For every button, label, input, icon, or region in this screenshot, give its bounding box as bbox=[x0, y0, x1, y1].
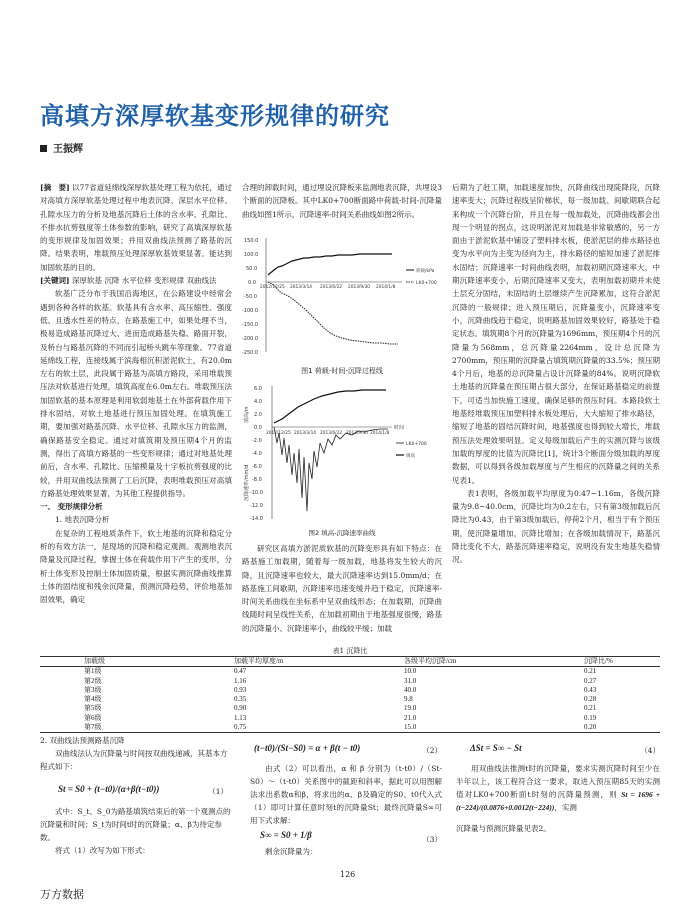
fig2-xtick: 2012/12/25 bbox=[266, 431, 291, 436]
table-cell: 1.13 bbox=[234, 713, 247, 722]
fig2-rate-series bbox=[274, 427, 388, 511]
equation-3-number: （3） bbox=[422, 835, 442, 844]
section-1-heading: 一、 变形规律分析 bbox=[40, 502, 103, 512]
table-cell: 0.90 bbox=[234, 704, 247, 713]
table-header-cell: 加载平均厚度/m bbox=[234, 657, 404, 667]
footer-logo: 万方数据 bbox=[40, 888, 84, 901]
table-cell: 0.21 bbox=[584, 667, 597, 676]
equation-5: St = 1696 + (t−224)/(0.0876+0.0012(t−224)) bbox=[456, 790, 660, 812]
fig1-xtick: 2012/12/25 bbox=[260, 285, 285, 290]
fig2-ytick: -10.0 bbox=[250, 490, 263, 496]
table-header-cell: 各级平均沉降/cm bbox=[404, 657, 584, 667]
fig1-ytick: 0.0 bbox=[248, 280, 256, 286]
fig2-xtick: 2013/6/22 bbox=[320, 431, 343, 436]
equation-2-block bbox=[250, 740, 442, 762]
fig1-xtick: 2013/6/22 bbox=[320, 285, 343, 290]
keywords-label: [关键词] bbox=[40, 276, 70, 286]
fig1-legend-settlement: LK0+700 bbox=[416, 281, 437, 286]
fig1-xtick: 2014/1/8 bbox=[376, 285, 396, 290]
section-2-intro: 双曲线法认为沉降量与时间按双曲线递减，其基本方程式如下： bbox=[40, 749, 228, 771]
fig1-load-series bbox=[268, 254, 392, 275]
fig1-xtick: 2013/9/30 bbox=[348, 285, 371, 290]
fig1-ytick: -200.0 bbox=[242, 336, 259, 342]
table-cell: 0.20 bbox=[584, 723, 660, 733]
fig1-ytick: 150.0 bbox=[244, 238, 259, 244]
table-cell: 10.0 bbox=[404, 667, 417, 676]
table-row bbox=[40, 714, 660, 723]
table-cell: 第6级 bbox=[84, 713, 102, 722]
fig2-ytick: -6.0 bbox=[252, 464, 262, 470]
equation-1-number: （1） bbox=[208, 787, 228, 796]
table-cell: 0.75 bbox=[234, 723, 404, 733]
figure-1-chart bbox=[242, 230, 444, 380]
table-1 bbox=[40, 656, 660, 733]
fig1-legend-load: 荷载/kPa bbox=[416, 269, 435, 274]
col3-paragraph-1: 后期为了赶工期，加载速度加快，沉降曲线出现陡降段，沉降速率变大；沉降过程线呈阶梯状，每一级加载、间歇期联合起来构成一个沉降台阶，并且在每一级加载处，沉降曲线都会出现一个明显的拐点，这说明淤泥对加载是非常敏感的，另一方面由于淤泥软基中铺设了塑料排水板，使淤泥层的排水路径也变为水平向为主变为径向为主，排水路径的缩短加速了淤泥排水固结；沉降速率一时间曲线表明，加载初期沉降速率大，中期沉降速率变小，后期沉降速率又变大，表明加载初期并未使土层充分固结，未固结的土层继续产生沉降累加，这符合淤泥沉降的一般规律；进入预压期后，沉降量变小，沉降速率变小，沉降曲线趋于稳定，说明路基加固效果较好，路基处于稳定状态。填筑期8个月的沉降量为1696mm，预压期4个月的沉降量为568mm，总沉降量2264mm，设计总沉降为2700mm，预压期的沉降量占填筑期沉降量的33.5%；预压期4个月后，地基的总沉降量占设计沉降量的84%。说明沉降软土地基的沉降量在预压期占很大部分，在保证路基稳定的前提下，可适当加快施工速度，确保足够的预压时间。本路段软土地基经堆载预压加塑料排水板处理后，大大缩短了排水路径，缩短了地基的固结沉降时间，地基强度也得到较大增长，堆载预压法处理效果明显。定义每级加载后产生的实测沉降与该级加载的厚度的比值为沉降比[1]，统计3个断面分级加载的厚度数据，可以得到各级加载厚度与产生相应的沉降量之间的关系见表1。 bbox=[452, 183, 660, 485]
fig2-fill-height-series bbox=[274, 390, 386, 423]
section-1-paragraph: 在复杂的工程地质条件下，软土地基的沉降和稳定分析的有效方法一，是现场的沉降和稳定观测。观测地表沉降量及沉降过程，掌握土体在荷载作用下产生的变形，分析土体变形及控制土体加固质量，根据实测沉降曲线推算土体的固结度和残余沉降量，预测沉降趋势，评价地基加固效果，确定 bbox=[40, 528, 232, 605]
prediction-text: 用双曲线法推测t时的沉降量，要求实测沉降时间至少在半年以上，该工程符合这一要求，取进入预压期85天的实测值对LK0+700断面t时刻的沉降量预测，则 bbox=[456, 764, 660, 799]
section-2-table2-ref: 沉降量与预测沉降量见表2。 bbox=[456, 824, 551, 833]
keywords bbox=[40, 274, 232, 287]
equation-3-block bbox=[250, 827, 442, 845]
table-row bbox=[40, 723, 660, 733]
fig1-ytick: -150.0 bbox=[242, 322, 259, 328]
fig2-xtick: 2014/1/8 bbox=[370, 431, 390, 436]
intro-paragraph: 软基广泛分布于我国沿海地区，在公路建设中经常会遇到各种各样的软基。软基具有含水率、高压缩性、强度低、且透水性差的特点，在路基施工中，如果处理不当，极易造成路基沉降过大、进而造成路基失稳、路面开裂，及桥台与路基沉降的不同而引起桥头跳车等现象。77省道延绵线工程，连接线属于滨海相沉积淤泥软土，有20.0m左右的软土层，此段属于路基为高填方路段，采用堆载预压法对软基进行处理，填筑高度在6.0m左右。堆载预压法加固软基的基本原理是利用软弱地基土在外部荷载作用下排水固结，对软土地基进行预压加固处理。在填筑施工期，要加强对路基沉降、水平位移、孔隙水压力的监测，确保路基安全稳定。通过对填筑期及预压期4个月的监测，得出了高填方路基的一些变形规律；通过对地基处理前后，含水率、孔隙比、压缩模量及十字板抗剪强度的比较，并用双曲线法预测了工后沉降，表明堆载预压对高填方路基处理效果显著，为其他工程提供指导。 bbox=[40, 289, 232, 498]
column-right bbox=[452, 181, 660, 567]
column-left bbox=[40, 181, 232, 607]
fig1-caption: 图1 荷载-时间-沉降过程线 bbox=[301, 367, 383, 375]
fig2-ylabel-bottom: 沉降速率/mm/d bbox=[244, 464, 250, 501]
table-cell: 1.16 bbox=[234, 676, 247, 685]
table-cell: 第1级 bbox=[84, 667, 102, 676]
fig1-xtick: 2013/3/14 bbox=[290, 285, 313, 290]
fig2-ytick: -14.0 bbox=[250, 516, 263, 522]
col2-bottom bbox=[242, 542, 442, 635]
table-cell: 40.0 bbox=[404, 685, 417, 694]
equation-2-number: （2） bbox=[422, 746, 442, 755]
column-middle bbox=[242, 181, 442, 221]
section-2-explanation: 由式（2）可以看出，α 和 β 分别为（t-t0）/（St-S0）～（t-t0）关系图中的截距和斜率，据此可以用图解法求出系数α和β，将求出的α、β及确定的S0、t0代入式（1）即可计算任意时刻t的沉降量St；最终沉降量S∞可用下式求解： bbox=[250, 764, 442, 825]
fig2-ytick: -2.0 bbox=[252, 438, 262, 444]
fig1-ytick: -50.0 bbox=[244, 294, 257, 300]
fig2-legend-rate: LK0+700 bbox=[406, 442, 427, 447]
fig2-ytick: 6.0 bbox=[254, 386, 262, 392]
table-cell: 第2级 bbox=[84, 676, 102, 685]
equation-3: S∞ = S0 + 1/β bbox=[260, 830, 312, 840]
table-cell: 0.47 bbox=[234, 667, 247, 676]
abstract bbox=[40, 181, 232, 274]
table-row bbox=[40, 686, 660, 695]
table-cell: 9.8 bbox=[404, 695, 413, 704]
section-1-subheading: 1. 地表沉降分析 bbox=[55, 515, 110, 525]
table-cell: 0.43 bbox=[584, 685, 597, 694]
section-2-residual: 剩余沉降量为： bbox=[265, 847, 318, 856]
table-row bbox=[40, 695, 660, 704]
equation-1: St = S0 + (t−t0)/(α+β(t−t0)) bbox=[58, 784, 160, 794]
table-cell: 19.0 bbox=[404, 704, 417, 713]
equation-4-block bbox=[456, 740, 660, 762]
equation-4: ΔSt = S∞ − St bbox=[470, 743, 522, 753]
fig2-ytick: 4.0 bbox=[254, 399, 262, 405]
fig2-ytick: -12.0 bbox=[250, 503, 263, 509]
fig1-ytick: 100.0 bbox=[244, 252, 259, 258]
col2-bottom-paragraph: 研究区高填方淤泥质软基的沉降变形具有如下特点：在路基施工加载期，随着每一级加载，地基将发生较大的沉降，且沉降速率也较大，最大沉降速率达到15.0mm/d；在路基施工间歇期，沉降速率迅速变缓并趋于稳定，沉降速率-时间关系曲线在坐标系中呈双曲线形态；在加载期，沉降曲线随时间呈线性关系，在加载初期由于地基强度很慢，路基的沉降量小、沉降速率小，曲线较平缓；加载 bbox=[242, 544, 442, 633]
article-title: 高填方深厚软基变形规律的研究 bbox=[40, 102, 390, 130]
figure-2-chart bbox=[242, 383, 444, 540]
table-cell: 第4级 bbox=[84, 695, 102, 704]
table-row bbox=[40, 667, 660, 677]
table-header-row bbox=[40, 657, 660, 667]
fig2-xtick: 2013/3/14 bbox=[294, 431, 317, 436]
equation-1-block bbox=[40, 777, 232, 805]
table-cell: 31.0 bbox=[404, 676, 417, 685]
table-cell: 0.35 bbox=[234, 695, 247, 704]
fig2-xtick: 2013/9/30 bbox=[346, 431, 369, 436]
fig2-legend-height: 填高 bbox=[406, 454, 415, 459]
fig1-ytick: -250.0 bbox=[242, 350, 259, 356]
table-cell: 0.19 bbox=[584, 713, 597, 722]
table-cell: 0.93 bbox=[234, 685, 247, 694]
section-2-prediction bbox=[456, 762, 660, 814]
table-cell: 15.0 bbox=[404, 723, 584, 733]
table-header-cell: 加载级 bbox=[40, 657, 234, 667]
table-row bbox=[40, 677, 660, 686]
section-2-definitions: 式中：S_t、S_0为路基填筑结束后的第一个观测点的沉降量和时间；S_t为时间t时的沉降量；α、β为待定参数。 bbox=[40, 807, 231, 842]
fig2-ytick: 2.0 bbox=[254, 412, 262, 418]
prediction-tail: ，实测 bbox=[554, 803, 577, 812]
section-2-heading: 2. 双曲线法预测路基沉降 bbox=[40, 736, 125, 745]
table-cell: 第7级 bbox=[40, 723, 234, 733]
table-cell: 21.0 bbox=[404, 713, 417, 722]
abstract-label: [摘 要] bbox=[40, 183, 70, 192]
table-cell: 第5级 bbox=[84, 704, 102, 713]
equation-2: (t−t0)/(St−S0) = α + β(t − t0) bbox=[254, 743, 361, 753]
fig1-ytick: -100.0 bbox=[242, 308, 259, 314]
author-name: 王振辉 bbox=[53, 144, 83, 155]
keywords-text: 深厚软基 沉降 水平位移 变形规律 双曲线法 bbox=[72, 276, 217, 286]
section-2-rewrite: 将式（1）改写为如下形式： bbox=[55, 846, 150, 855]
abstract-text: 以77省道延绵线深厚软基处理工程为依托，通过对高填方深厚软基处理过程中地表沉降、深层水平位移、孔隙水压力的分析及地基沉降后土体的含水率、孔隙比、不排水抗剪强度等土体参数的影响，研究了高填深厚软基的变形规律及加固效果；并用双曲线法预测了路基的沉降。结果表明，堆载预压处理深厚软基效果显著。能达到加固软基的目的。 bbox=[40, 183, 232, 272]
fig1-settlement-series bbox=[268, 282, 398, 344]
section-2-right bbox=[456, 740, 660, 835]
table-cell: 第3级 bbox=[84, 685, 102, 694]
fig2-caption: 图2 填高-沉降速率曲线 bbox=[308, 529, 376, 537]
table-row bbox=[40, 704, 660, 713]
fig2-ytick: -8.0 bbox=[252, 477, 262, 483]
col2-top-paragraph: 合理的卸载时间，通过埋设沉降板来监测地表沉降，共埋设3个断面的沉降板。其中LK0+700断面路中荷载-时间-沉降量曲线如图1所示，沉降速率-时间关系曲线如图2所示。 bbox=[242, 183, 442, 219]
equation-4-number: （4） bbox=[640, 746, 660, 755]
author-line bbox=[40, 140, 83, 155]
fig2-ytick: -4.0 bbox=[252, 451, 262, 457]
fig2-ytick: 0.0 bbox=[254, 425, 262, 431]
section-2-left bbox=[40, 734, 232, 857]
table-cell: 0.28 bbox=[584, 695, 597, 704]
section-2-middle bbox=[250, 740, 442, 858]
table1-caption: 表1 沉降比 bbox=[332, 647, 368, 655]
fig2-x-end-label: 时间 bbox=[394, 425, 405, 431]
table-header-cell: 沉降比/% bbox=[584, 657, 660, 667]
table-cell: 0.27 bbox=[584, 676, 597, 685]
page-number: 126 bbox=[340, 870, 356, 879]
fig2-ylabel-top: 填高/m bbox=[244, 406, 250, 423]
col3-paragraph-2: 表1表明，各级加载平均厚度为0.47~1.16m，各级沉降量为9.8~40.0cm，沉降比均为0.2左右，只有第3级加载后沉降比为0.43，由于第3级加载后，停荷2个月，相当于有个预压期，使沉降量增加，沉降比增加；在各级加载情况下，路基沉降比变化不大，路基沉降速率稳定，说明没有发生地基失稳情况。 bbox=[452, 488, 660, 565]
fig1-ytick: 50.0 bbox=[246, 266, 258, 272]
author-bullet-icon bbox=[40, 145, 47, 152]
table-cell: 0.21 bbox=[584, 704, 597, 713]
